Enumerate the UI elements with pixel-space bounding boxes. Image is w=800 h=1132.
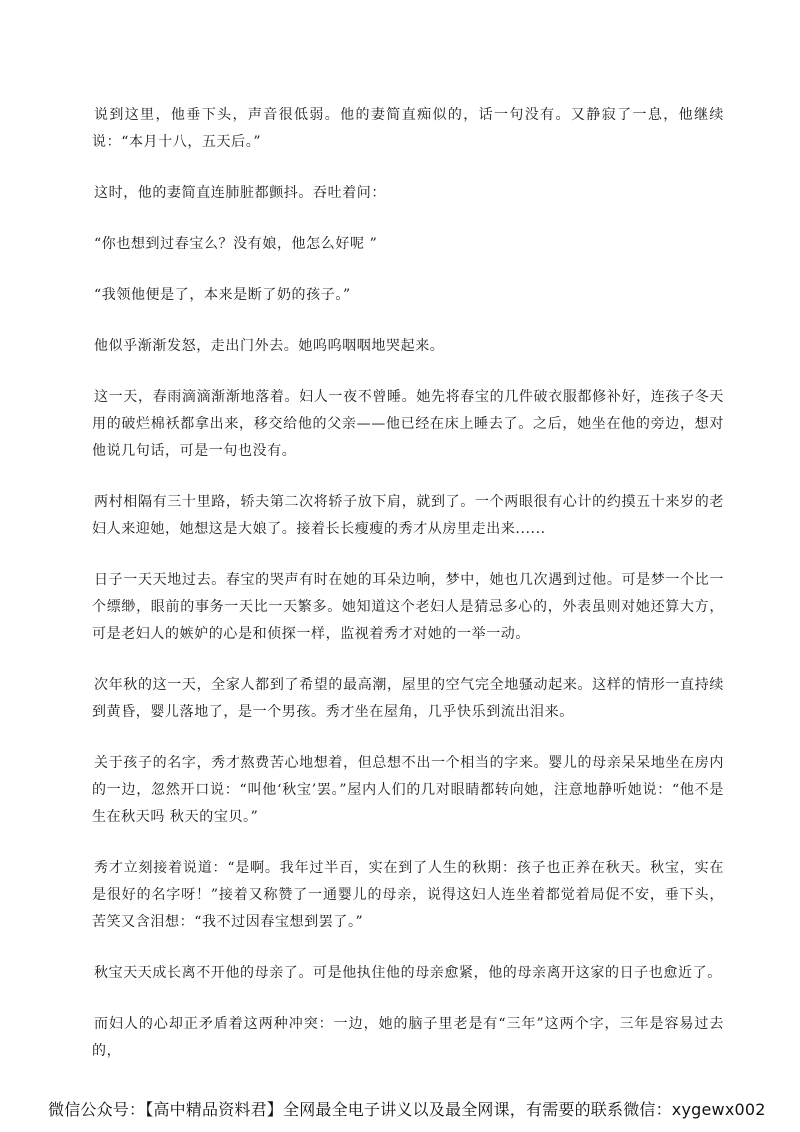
paragraph: “你也想到过春宝么？没有娘，他怎么好呢 ” [94, 236, 378, 252]
paragraph: 关于孩子的名字，秀才熬费苦心地想着，但总想不出一个相当的字来。婴儿的母亲呆呆地坐在房内的一边，忽然开口说：“叫他‘秋宝’罢。”屋内人们的几对眼睛都转向她，注意地静听她说：“他不是生在秋天吗 秋天的宝贝。” [92, 755, 724, 825]
paragraph: 日子一天天地过去。春宝的哭声有时在她的耳朵边响，梦中，她也几次遇到过他。可是梦一个比一个缥缈，眼前的事务一天比一天繁多。她知道这个老妇人是猜忌多心的，外表虽则对她还算大方，可是老妇人的嫉妒的心是和侦探一样，监视着秀才对她的一举一动。 [92, 572, 724, 642]
paragraph: 两村相隔有三十里路，轿夫第二次将轿子放下肩，就到了。一个两眼很有心计的约摸五十来岁的老妇人来迎她，她想这是大娘了。接着长长瘦瘦的秀才从房里走出来...... [92, 494, 724, 537]
paragraph: 他似乎渐渐发怒，走出门外去。她呜呜咽咽地哭起来。 [94, 338, 445, 354]
paragraph: 这时，他的妻简直连肺脏都颤抖。吞吐着问： [94, 185, 386, 201]
paragraph: 次年秋的这一天，全家人都到了希望的最高潮，屋里的空气完全地骚动起来。这样的情形一直持续到黄昏，婴儿落地了，是一个男孩。秀才坐在屋角，几乎快乐到流出泪来。 [92, 677, 724, 720]
paragraph: 说到这里，他垂下头，声音很低弱。他的妻简直痴似的，话一句没有。又静寂了一息，他继续说：“本月十八，五天后。” [92, 107, 724, 150]
footer-watermark-text: 微信公众号：【高中精品资料君】全网最全电子讲义以及最全网课，有需要的联系微信：xygewx002 [48, 1100, 766, 1119]
paragraph: “我领他便是了，本来是断了奶的孩子。” [94, 287, 351, 303]
paragraph: 秀才立刻接着说道：“是啊。我年过半百，实在到了人生的秋期：孩子也正养在秋天。秋宝，实在是很好的名字呀！”接着又称赞了一通婴儿的母亲，说得这妇人连坐着都觉着局促不安，垂下头，苦笑又含泪想：“我不过因春宝想到罢了。” [92, 860, 724, 930]
paragraph: 而妇人的心却正矛盾着这两种冲突：一边，她的脑子里老是有“三年”这两个字，三年是容易过去的， [92, 1016, 724, 1059]
paragraph: 这一天，春雨滴滴渐渐地落着。妇人一夜不曾睡。她先将春宝的几件破衣服都修补好，连孩子冬天用的破烂棉袄都拿出来，移交给他的父亲——他已经在床上睡去了。之后，她坐在他的旁边，想对他说几句话，可是一句也没有。 [92, 389, 724, 459]
document-body [92, 102, 724, 1089]
paragraph: 秋宝天天成长离不开他的母亲了。可是他执住他的母亲愈紧，他的母亲离开这家的日子也愈近了。 [94, 965, 722, 981]
